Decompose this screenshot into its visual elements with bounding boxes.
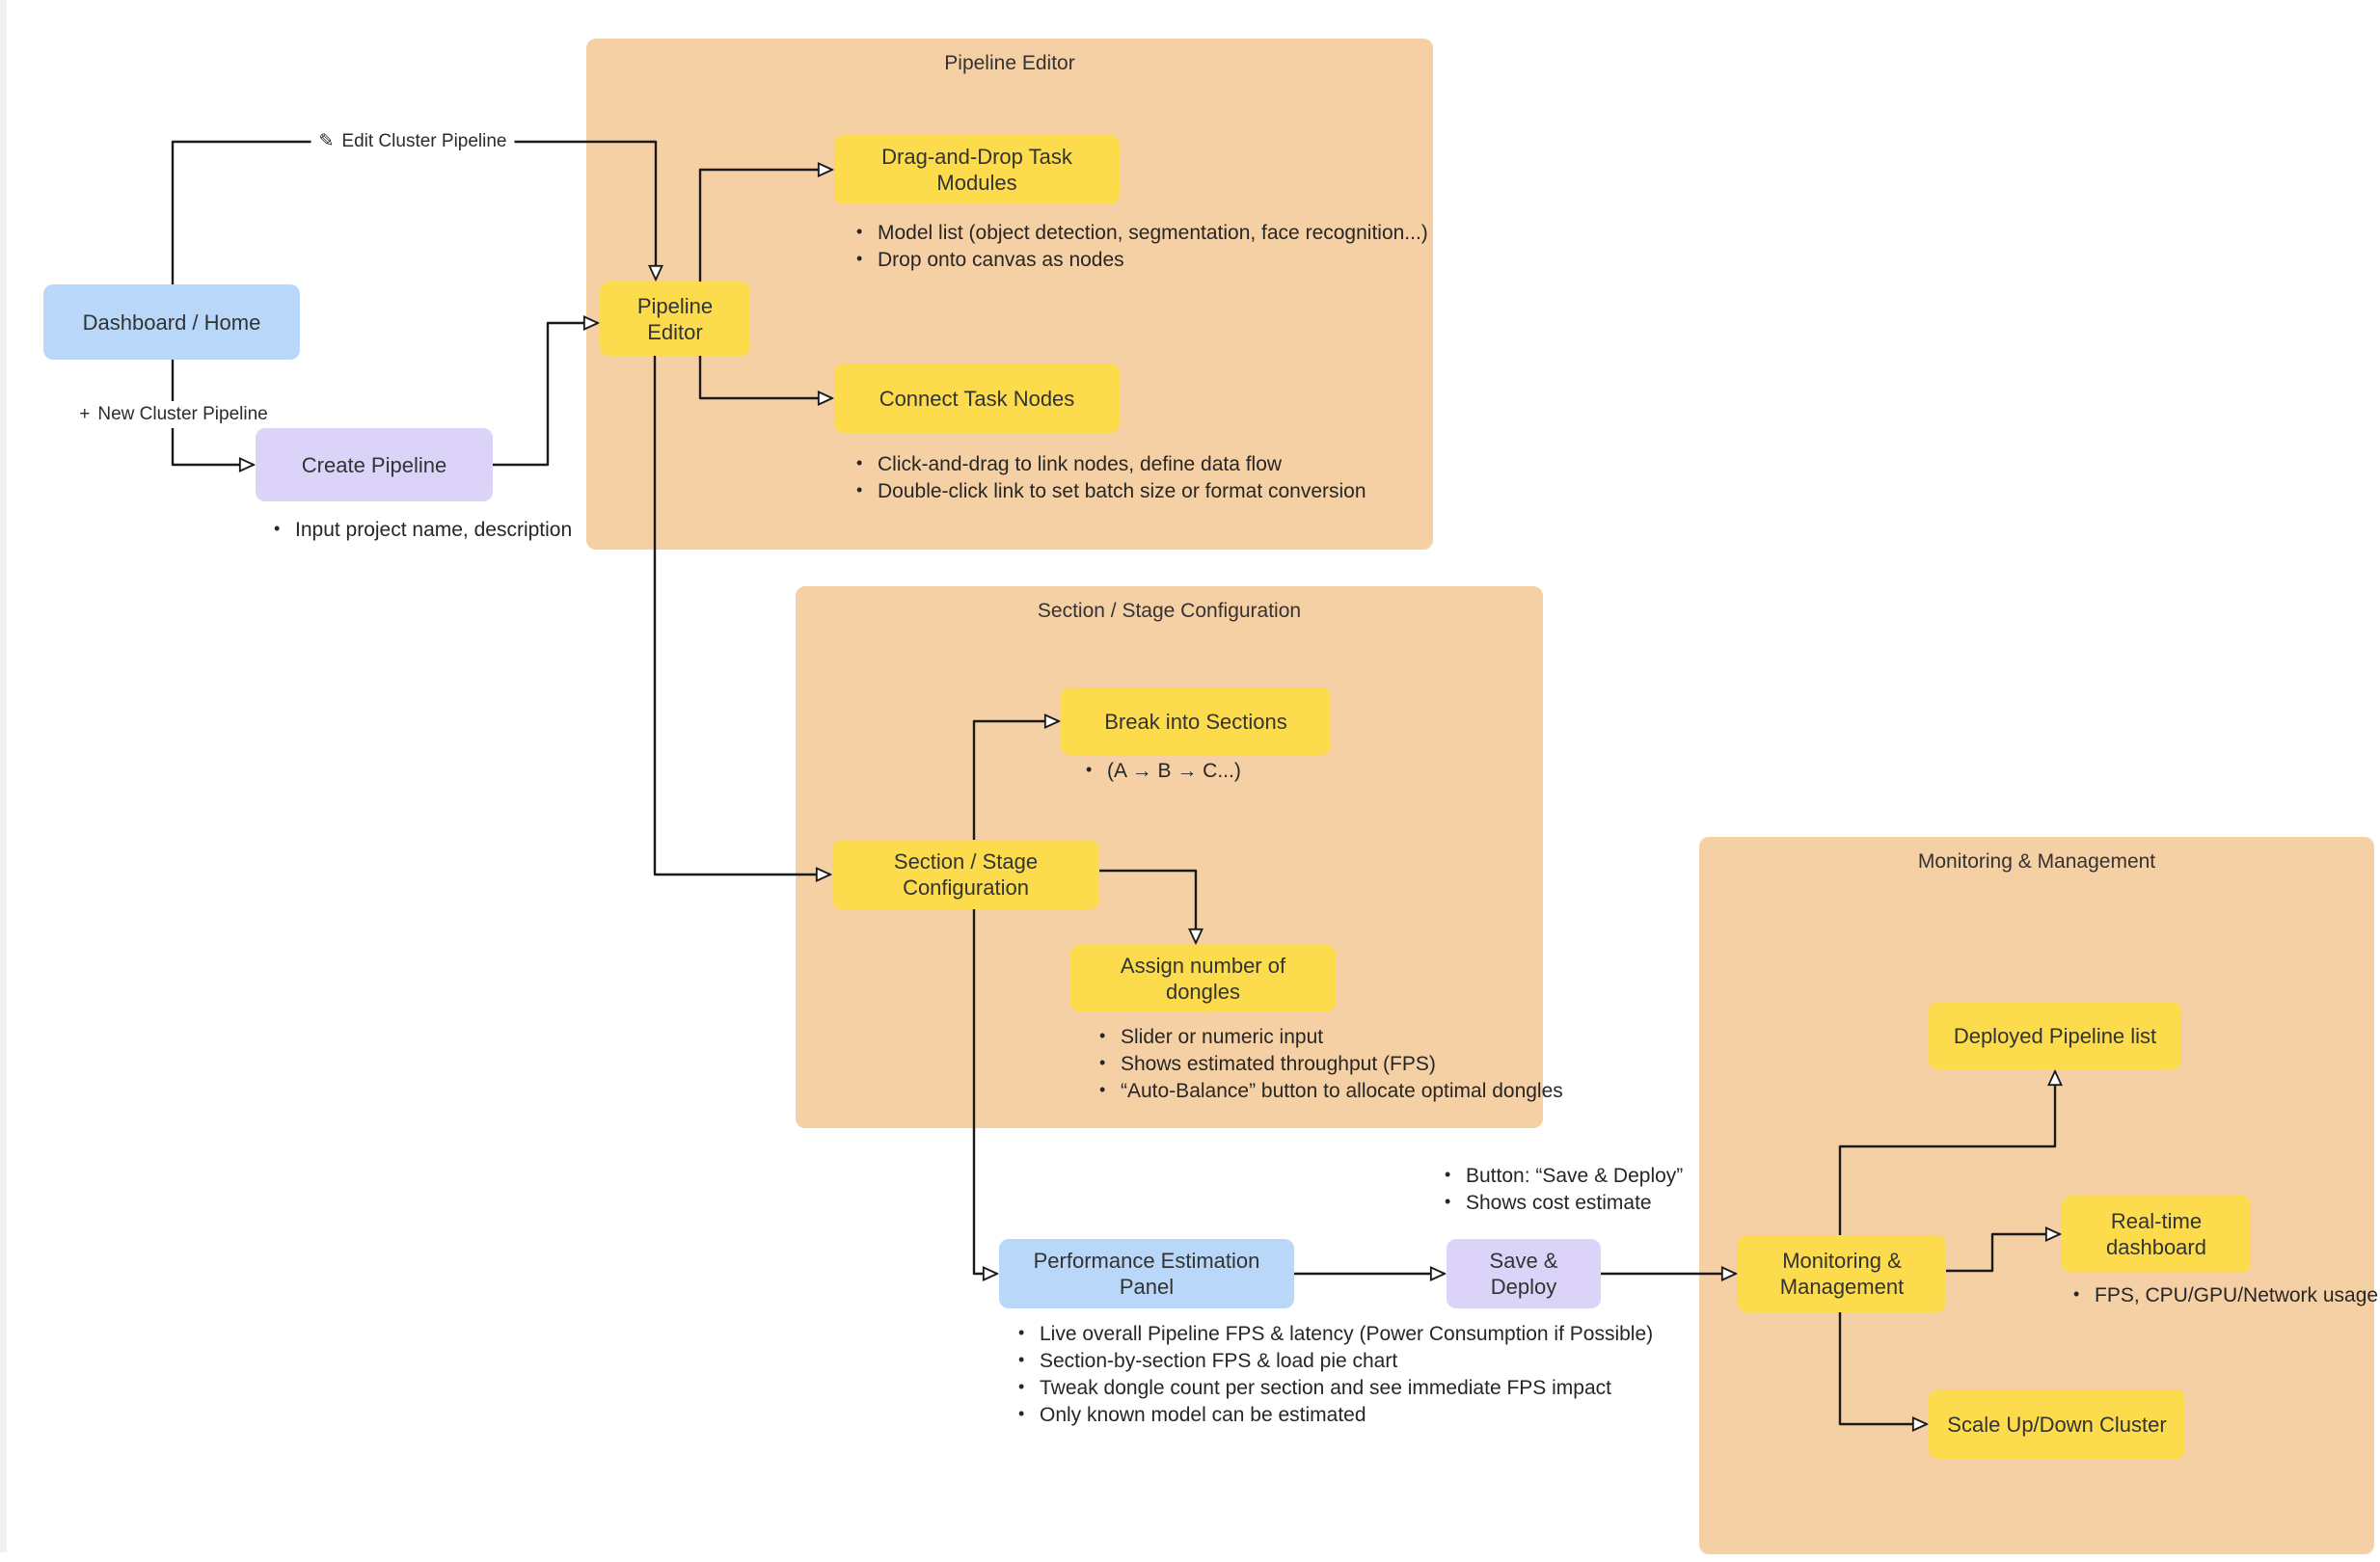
- node-label: Monitoring & Management: [1779, 1249, 1905, 1299]
- note-item: • Input project name, description: [266, 517, 806, 543]
- note-item: • “Auto-Balance” button to allocate optimal dongles: [1092, 1078, 1632, 1104]
- edge-pipeline-editor-to-section-config: [655, 356, 830, 875]
- note-item: • Live overall Pipeline FPS & latency (Power Consumption if Possible): [1011, 1321, 1686, 1347]
- node-performance-estimation-panel[interactable]: [999, 1239, 1294, 1308]
- node-create-pipeline[interactable]: [256, 428, 493, 501]
- node-label: Connect Task Nodes: [879, 386, 1075, 411]
- note-item: • Double-click link to set batch size or format conversion: [849, 478, 1485, 504]
- notes-save-deploy: [1437, 1163, 1842, 1217]
- note-item: • Section-by-section FPS & load pie chart: [1011, 1348, 1686, 1374]
- node-label: Section / Stage Configuration: [893, 849, 1039, 900]
- node-label: Deployed Pipeline list: [1953, 1023, 2157, 1048]
- node-assign-number-of-dongles[interactable]: [1070, 945, 1336, 1012]
- notes-realtime-dashboard: [2066, 1282, 2380, 1309]
- node-pipeline-editor[interactable]: [600, 282, 750, 356]
- plus-icon: +: [79, 404, 91, 424]
- edge-dashboard-edit-to-pipeline-editor: [173, 142, 656, 284]
- edge-label-edit-cluster-pipeline: [311, 128, 514, 155]
- node-label: Scale Up/Down Cluster: [1947, 1412, 2167, 1437]
- node-monitoring-management[interactable]: [1738, 1235, 1946, 1312]
- pencil-icon: ✎: [318, 131, 335, 151]
- note-item: • Button: “Save & Deploy”: [1437, 1163, 1842, 1189]
- note-item: • Click-and-drag to link nodes, define data flow: [849, 451, 1485, 477]
- note-item: • Drop onto canvas as nodes: [849, 247, 1466, 273]
- node-label: Drag-and-Drop Task Modules: [881, 145, 1072, 195]
- edge-monitoring-to-realtime-dashboard: [1946, 1234, 2060, 1271]
- notes-break-sections: [1078, 758, 1367, 785]
- node-label: Save & Deploy: [1489, 1249, 1558, 1299]
- group-title: Monitoring & Management: [1917, 850, 2156, 873]
- group-title: Section / Stage Configuration: [1037, 600, 1302, 622]
- node-scale-up-down-cluster[interactable]: [1929, 1389, 2185, 1459]
- node-connect-task-nodes[interactable]: [834, 364, 1120, 433]
- edge-label-new-cluster-pipeline: [71, 401, 275, 428]
- edge-label-text: Edit Cluster Pipeline: [341, 131, 507, 151]
- node-label: Pipeline Editor: [636, 293, 714, 344]
- edge-monitoring-to-scale-cluster: [1840, 1312, 1927, 1424]
- note-item: • FPS, CPU/GPU/Network usage: [2066, 1282, 2380, 1308]
- notes-drag-drop: [849, 220, 1466, 274]
- node-label: Break into Sections: [1104, 709, 1287, 734]
- edge-monitoring-to-deployed-list: [1840, 1071, 2055, 1235]
- edge-section-config-to-assign-dongles: [1099, 871, 1196, 943]
- node-section-stage-configuration[interactable]: [832, 840, 1099, 909]
- node-dashboard-home[interactable]: [43, 284, 300, 360]
- node-label: Dashboard / Home: [82, 310, 261, 335]
- notes-assign-dongles: [1092, 1024, 1632, 1105]
- node-label: Assign number of dongles: [1120, 954, 1286, 1004]
- group-title: Pipeline Editor: [944, 52, 1075, 74]
- note-item: • Tweak dongle count per section and see immediate FPS impact: [1011, 1375, 1686, 1401]
- edge-pipeline-editor-to-connect-nodes: [700, 356, 832, 398]
- edge-section-config-to-perf-panel: [974, 909, 997, 1274]
- node-label: Create Pipeline: [301, 452, 447, 477]
- note-item: • Shows estimated throughput (FPS): [1092, 1051, 1632, 1077]
- node-save-deploy[interactable]: [1447, 1239, 1601, 1308]
- node-drag-drop-task-modules[interactable]: [834, 135, 1120, 204]
- notes-connect-nodes: [849, 451, 1485, 505]
- node-break-into-sections[interactable]: [1061, 687, 1331, 755]
- edge-section-config-to-break-sections: [974, 721, 1059, 840]
- edge-pipeline-editor-to-drag-drop: [700, 170, 832, 282]
- note-item: • Shows cost estimate: [1437, 1190, 1842, 1216]
- note-item: • Slider or numeric input: [1092, 1024, 1632, 1050]
- edge-create-to-pipeline-editor: [493, 323, 598, 465]
- notes-perf-panel: [1011, 1321, 1686, 1429]
- node-label: Performance Estimation Panel: [1033, 1249, 1260, 1299]
- note-item: • Model list (object detection, segmentation, face recognition...): [849, 220, 1466, 246]
- note-item: • Only known model can be estimated: [1011, 1402, 1686, 1428]
- notes-create-pipeline: [266, 517, 806, 544]
- note-item: • (A → B → C...): [1078, 758, 1367, 784]
- node-deployed-pipeline-list[interactable]: [1929, 1002, 2181, 1069]
- node-realtime-dashboard[interactable]: [2062, 1196, 2251, 1273]
- edge-label-text: New Cluster Pipeline: [97, 404, 268, 424]
- node-label: Real-time dashboard: [2106, 1209, 2206, 1259]
